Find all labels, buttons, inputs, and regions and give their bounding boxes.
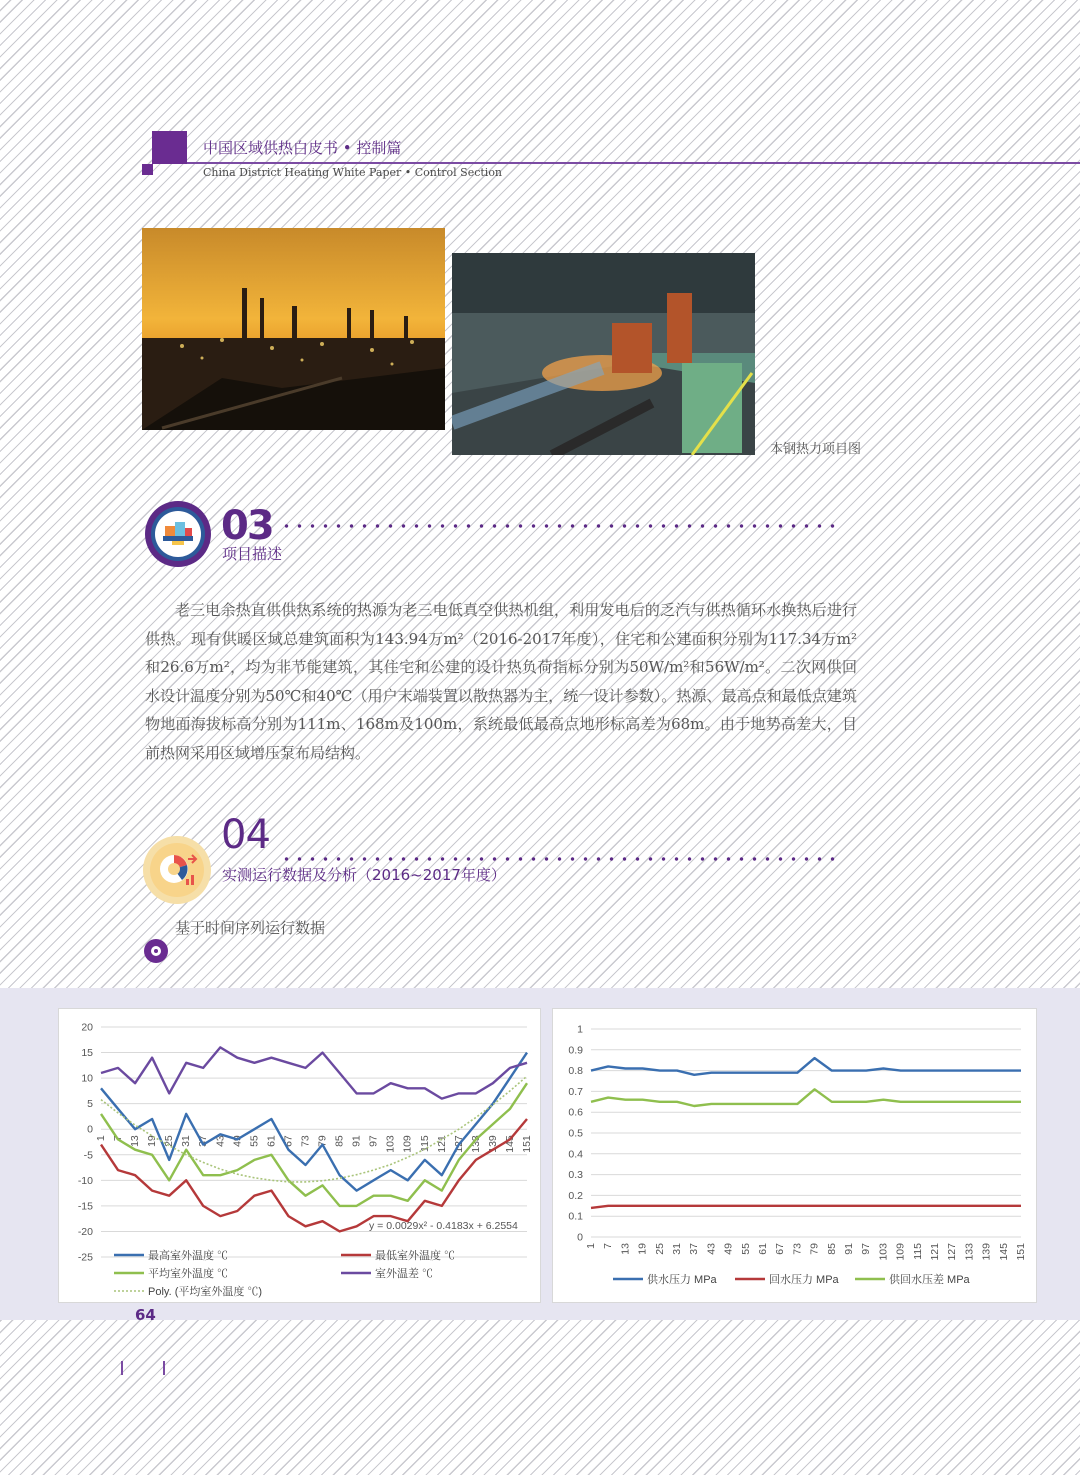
series-line (101, 1047, 527, 1098)
x-tick-label: 97 (367, 1135, 380, 1147)
y-tick-label: -15 (77, 1200, 93, 1213)
y-tick-label: 0.9 (568, 1044, 583, 1057)
x-tick-label: 73 (299, 1135, 312, 1147)
header-title-en: China District Heating White Paper • Control Section (203, 166, 503, 179)
legend-label: 平均室外温度 ℃ (148, 1268, 229, 1280)
page-number: 64 (135, 1306, 156, 1324)
x-tick-label: 37 (197, 1135, 210, 1147)
series-line (101, 1053, 527, 1191)
x-tick-label: 67 (282, 1135, 295, 1147)
y-tick-label: 1 (577, 1023, 583, 1036)
photo-industrial-night (142, 228, 445, 430)
footer-mark-left (121, 1361, 123, 1375)
x-tick-label: 115 (418, 1135, 431, 1152)
x-tick-label: 7 (112, 1135, 125, 1142)
x-tick-label: 61 (757, 1243, 769, 1255)
header-square-small (142, 164, 153, 175)
chart-pressure-svg (553, 1009, 1038, 1304)
x-tick-label: 121 (929, 1243, 941, 1261)
x-tick-label: 109 (401, 1135, 414, 1153)
x-tick-label: 127 (946, 1243, 959, 1261)
y-tick-label: 10 (81, 1072, 93, 1085)
y-tick-label: -5 (83, 1149, 93, 1162)
x-tick-label: 145 (503, 1135, 516, 1153)
x-tick-label: 79 (808, 1243, 821, 1255)
section-04-dotted-rule (280, 857, 842, 861)
x-tick-label: 151 (1015, 1243, 1027, 1261)
legend-label: Poly. (平均室外温度 ℃) (148, 1286, 263, 1298)
section-04-number: 04 (221, 812, 270, 858)
x-tick-label: 85 (333, 1135, 346, 1147)
chart-temperature-svg (59, 1009, 542, 1304)
photo-steel-mill (452, 253, 755, 455)
x-tick-label: 97 (860, 1243, 873, 1255)
x-tick-label: 25 (653, 1243, 666, 1255)
y-tick-label: 5 (87, 1098, 93, 1111)
bullet-ring-icon (144, 939, 168, 963)
chart-temperature (58, 1008, 541, 1303)
header-rule (152, 162, 1080, 164)
x-tick-label: 37 (688, 1243, 701, 1255)
legend-label: 最高室外温度 ℃ (148, 1250, 229, 1262)
x-tick-label: 79 (316, 1135, 329, 1147)
x-tick-label: 127 (452, 1135, 465, 1153)
y-tick-label: -25 (77, 1251, 93, 1264)
y-tick-label: 0.2 (568, 1189, 583, 1202)
y-tick-label: 0.4 (568, 1148, 583, 1161)
section-03-dotted-rule (280, 524, 842, 528)
x-tick-label: 61 (265, 1135, 278, 1147)
x-tick-label: 139 (980, 1243, 993, 1261)
y-tick-label: 0 (577, 1231, 583, 1244)
x-tick-label: 85 (825, 1243, 838, 1255)
y-tick-label: -20 (77, 1225, 93, 1238)
trendline-equation: y = 0.0029x² - 0.4183x + 6.2554 (369, 1220, 518, 1232)
y-tick-label: 0.1 (568, 1210, 583, 1223)
x-tick-label: 13 (619, 1243, 632, 1255)
section-03-title: 项目描述 (222, 545, 283, 563)
x-tick-label: 67 (774, 1243, 787, 1255)
legend-label: 供水压力 MPa (647, 1274, 717, 1286)
photo-caption: 本钢热力项目图 (770, 442, 862, 457)
y-tick-label: 0.5 (568, 1127, 583, 1140)
y-tick-label: 0.8 (568, 1065, 583, 1078)
section-03-paragraph: 老三电余热直供供热系统的热源为老三电低真空供热机组，利用发电后的乏汽与供热循环水换热后进行供热。现有供暖区域总建筑面积为143.94万m²（2016-2017年度），住宅和公建面积分别为117.34万m²和26.6万m²，均为非节能建筑，其住宅和公建的设计热负荷指标分别为50W/m²和56W/m²。二次网供回水设计温度分别为50℃和40℃（用户末端装置以散热器为主，统一设计参数）。热源、最高点和最低点建筑物地面海拔标高分别为111m、168m及100m，系统最低最高点地形标高差为68m。由于地势高差大，目前热网采用区域增压泵布局结构。 (145, 601, 857, 762)
x-tick-label: 19 (146, 1135, 159, 1147)
legend-label: 供回水压差 MPa (889, 1274, 970, 1286)
x-tick-label: 91 (843, 1243, 855, 1255)
y-tick-label: 15 (81, 1047, 93, 1060)
x-tick-label: 133 (469, 1135, 482, 1153)
x-tick-label: 43 (214, 1135, 227, 1147)
header-title-cn: 中国区域供热白皮书 • 控制篇 (203, 139, 402, 157)
legend-label: 回水压力 MPa (769, 1274, 839, 1286)
series-line (591, 1206, 1021, 1208)
y-tick-label: 0 (87, 1123, 93, 1136)
x-tick-label: 1 (585, 1243, 597, 1249)
x-tick-label: 139 (486, 1135, 499, 1153)
time-series-label: 基于时间序列运行数据 (175, 919, 326, 937)
x-tick-label: 19 (636, 1243, 649, 1255)
x-tick-label: 133 (963, 1243, 976, 1261)
y-tick-label: -10 (77, 1174, 93, 1187)
x-tick-label: 109 (894, 1243, 907, 1261)
x-tick-label: 49 (722, 1243, 735, 1255)
x-tick-label: 7 (602, 1243, 615, 1249)
legend-label: 室外温差 ℃ (375, 1268, 434, 1280)
section-04-title: 实测运行数据及分析（2016~2017年度） (222, 866, 506, 884)
y-tick-label: 0.3 (568, 1169, 583, 1182)
x-tick-label: 31 (180, 1135, 193, 1147)
x-tick-label: 31 (671, 1243, 683, 1255)
x-tick-label: 43 (705, 1243, 718, 1255)
x-tick-label: 121 (435, 1135, 448, 1153)
x-tick-label: 25 (163, 1135, 176, 1147)
header-square-large (152, 131, 187, 164)
series-line (591, 1058, 1021, 1075)
y-tick-label: 20 (81, 1021, 93, 1034)
x-tick-label: 1 (95, 1135, 108, 1142)
x-tick-label: 49 (231, 1135, 244, 1147)
x-tick-label: 91 (350, 1135, 363, 1147)
x-tick-label: 145 (997, 1243, 1010, 1261)
y-tick-label: 0.6 (568, 1106, 583, 1119)
chart-pressure (552, 1008, 1037, 1303)
x-tick-label: 103 (877, 1243, 890, 1261)
x-tick-label: 151 (521, 1135, 533, 1153)
section-03-number: 03 (221, 503, 273, 549)
x-tick-label: 103 (384, 1135, 397, 1153)
footer-mark-right (163, 1361, 165, 1375)
data-analysis-icon (142, 835, 212, 905)
x-tick-label: 55 (248, 1135, 261, 1147)
x-tick-label: 73 (791, 1243, 804, 1255)
x-tick-label: 55 (739, 1243, 752, 1255)
x-tick-label: 13 (129, 1135, 142, 1147)
project-cube-icon (144, 500, 212, 568)
y-tick-label: 0.7 (568, 1085, 583, 1098)
legend-label: 最低室外温度 ℃ (375, 1250, 456, 1262)
x-tick-label: 115 (911, 1243, 924, 1260)
